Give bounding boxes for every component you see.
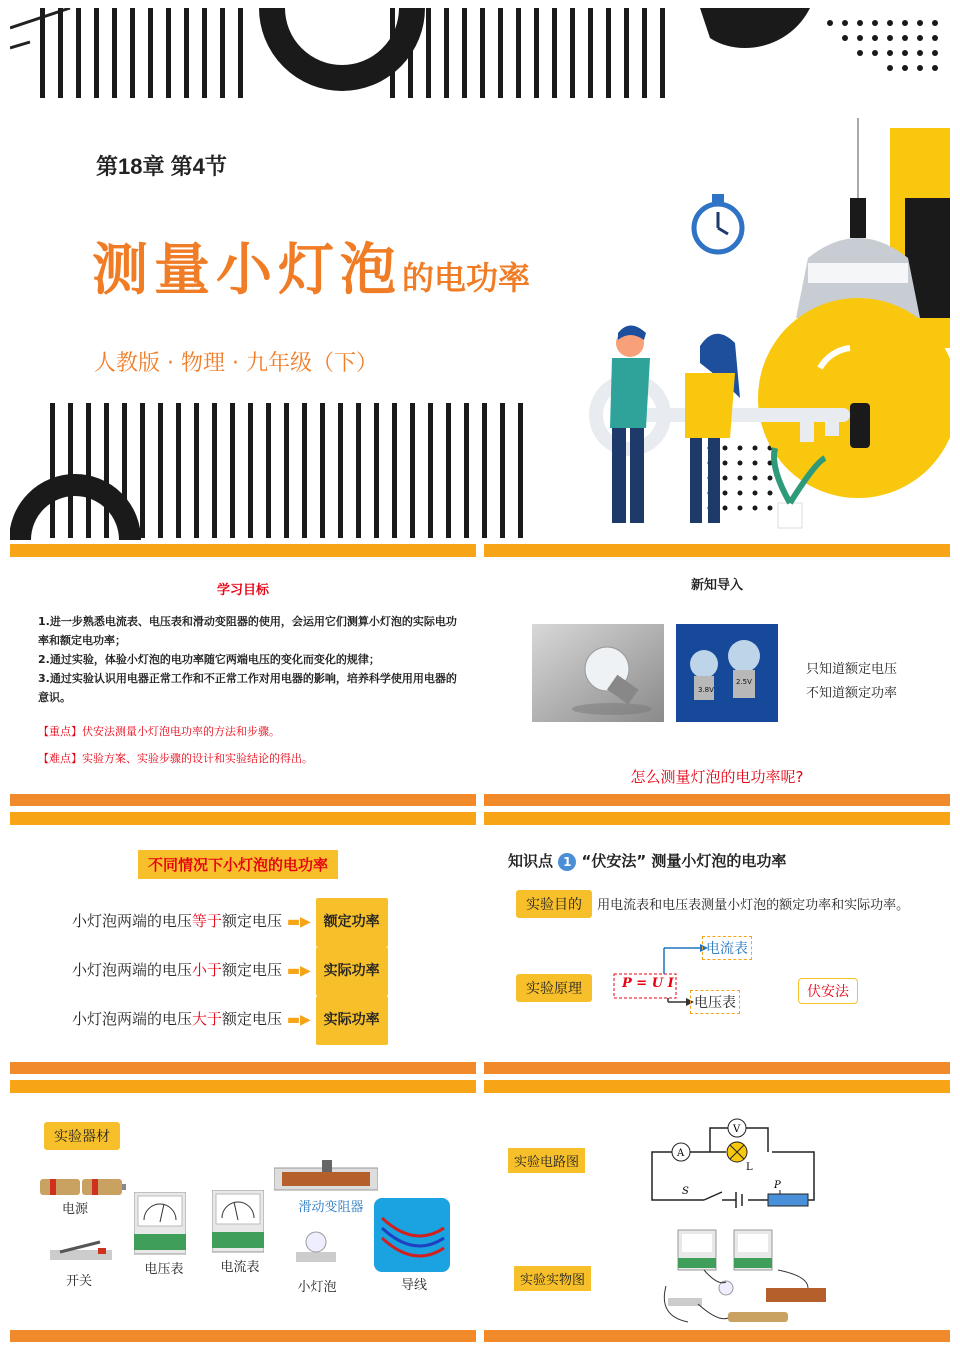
- bulb-photo-1: [532, 624, 664, 722]
- small-bulb-icon: [296, 1230, 336, 1264]
- cases-title-b: 下小灯泡的电功率: [208, 856, 329, 874]
- chapter-label: 第18章 第4节: [96, 154, 227, 179]
- cases-rows: [72, 898, 388, 1045]
- arrow-icon: ▬▶: [286, 963, 311, 979]
- slide-top-bar: [484, 812, 950, 825]
- intro-info: [806, 658, 897, 706]
- arrow-icon: ▬▶: [286, 1012, 311, 1028]
- case-result: 实际功率: [316, 996, 388, 1045]
- slide-bottom-bar: [484, 794, 950, 806]
- case-cmp: 等于: [192, 912, 223, 930]
- intro-question: 怎么测量灯泡的电功率呢?: [630, 768, 804, 786]
- rheostat-icon: [274, 1160, 378, 1196]
- case-post: 额定电压: [222, 961, 283, 979]
- slide-learning-goals: [10, 544, 476, 806]
- kp-label: 知识点: [508, 852, 554, 870]
- method-name: 伏安法: [798, 978, 858, 1004]
- bulb-illustration: [550, 118, 950, 538]
- voltmeter-label-eq: 电压表: [144, 1262, 184, 1277]
- slide-bottom-bar: [484, 1062, 950, 1074]
- circuit-diagram-label: 实验电路图: [508, 1148, 585, 1173]
- slide-top-bar: [10, 544, 476, 557]
- case-row: [72, 898, 388, 947]
- slide-voltammetry-method: [484, 812, 950, 1074]
- slide-top-bar: [484, 544, 950, 557]
- intro-heading: 新知导入: [690, 578, 743, 593]
- purpose-label: 实验目的: [516, 890, 592, 918]
- slide-equipment: [10, 1080, 476, 1342]
- formula-text: P = U I: [622, 976, 674, 991]
- power-label: 电源: [61, 1202, 88, 1217]
- slide-bottom-bar: [484, 1330, 950, 1342]
- battery-icon: [40, 1175, 126, 1199]
- slide-bottom-bar: [10, 1330, 476, 1342]
- case-post: 额定电压: [222, 912, 283, 930]
- intro-line-1: 只知道额定电压: [806, 662, 898, 677]
- arrow-icon: ▬▶: [286, 914, 311, 930]
- goals-heading: 学习目标: [216, 583, 269, 598]
- case-cmp: 大于: [192, 1010, 223, 1028]
- case-result: 实际功率: [316, 947, 388, 996]
- wire-label: 导线: [400, 1278, 427, 1293]
- kp-title: “伏安法” 测量小灯泡的电功率: [581, 852, 787, 870]
- cover-slide: [10, 8, 950, 540]
- cases-title: [138, 850, 338, 879]
- cases-title-a: 不同情况: [148, 856, 209, 874]
- goal-item: 3.通过实验认识用电器正常工作和不正常工作对用电器的影响，培养科学使用用电器的意识。: [38, 672, 457, 704]
- switch-label: 开关: [65, 1274, 92, 1289]
- case-row: [72, 947, 388, 996]
- principle-label: 实验原理: [516, 974, 592, 1002]
- circuit-photo: [658, 1226, 836, 1326]
- lamp-symbol: L: [746, 1162, 753, 1173]
- cover-subtitle: 人教版 · 物理 · 九年级（下）: [94, 351, 378, 376]
- slide-top-bar: [484, 1080, 950, 1093]
- equipment-heading: 实验器材: [44, 1122, 120, 1150]
- purpose-row: [516, 890, 909, 918]
- case-result: 额定功率: [316, 898, 388, 947]
- intro-line-2: 不知道额定功率: [806, 686, 898, 701]
- circuit-diagram: [644, 1108, 824, 1208]
- slide-bottom-bar: [10, 794, 476, 806]
- bulb-rating-1: 3.8V: [698, 686, 714, 694]
- goal-item: 2.通过实验，体验小灯泡的电功率随它两端电压的变化而变化的规律；: [38, 653, 380, 666]
- case-row: [72, 996, 388, 1045]
- slide-power-cases: [10, 812, 476, 1074]
- title-main: 测量小灯泡: [92, 237, 402, 303]
- slide-circuit: [484, 1080, 950, 1342]
- case-cmp: 小于: [192, 961, 223, 979]
- circuit-photo-label: 实验实物图: [514, 1266, 591, 1291]
- purpose-text: 用电流表和电压表测量小灯泡的额定功率和实际功率。: [597, 898, 910, 913]
- switch-symbol: S: [682, 1186, 689, 1197]
- case-post: 额定电压: [222, 1010, 283, 1028]
- stopwatch-icon: [690, 194, 746, 256]
- kp-number-badge: 1: [558, 853, 576, 871]
- ammeter-symbol: A: [677, 1148, 685, 1159]
- difficulty-point: 【难点】实验方案、实验步骤的设计和实验结论的得出。: [38, 752, 313, 765]
- knowledge-point-title: [508, 850, 786, 871]
- voltmeter-label: 电压表: [690, 990, 740, 1014]
- switch-icon: [50, 1240, 112, 1262]
- case-pre: 小灯泡两端的电压: [72, 961, 193, 979]
- slider-symbol: P: [774, 1180, 781, 1191]
- bulb-rating-2: 2.5V: [736, 678, 752, 686]
- voltmeter-icon: [134, 1192, 186, 1256]
- slide-top-bar: [10, 812, 476, 825]
- slide-top-bar: [10, 1080, 476, 1093]
- key-point: 【重点】伏安法测量小灯泡电功率的方法和步骤。: [38, 725, 280, 738]
- goals-list: [38, 612, 464, 707]
- ammeter-label: 电流表: [702, 936, 752, 960]
- goal-item: 1.进一步熟悉电流表、电压表和滑动变阻器的使用，会运用它们测算小灯泡的实际电功率和额定电功率；: [38, 615, 457, 647]
- case-pre: 小灯泡两端的电压: [72, 1010, 193, 1028]
- rheostat-label: 滑动变阻器: [298, 1200, 364, 1215]
- case-pre: 小灯泡两端的电压: [72, 912, 193, 930]
- wire-icon: [374, 1198, 450, 1272]
- title-tail: 的电功率: [402, 259, 531, 297]
- slide-bottom-bar: [10, 1062, 476, 1074]
- bulb-label: 小灯泡: [297, 1280, 337, 1295]
- voltmeter-symbol: V: [733, 1124, 741, 1135]
- slide-new-knowledge: [484, 544, 950, 806]
- ammeter-icon: [212, 1190, 264, 1254]
- cover-title: [92, 226, 530, 306]
- bulb-photo-2: [676, 624, 778, 722]
- ammeter-label-eq: 电流表: [220, 1260, 260, 1275]
